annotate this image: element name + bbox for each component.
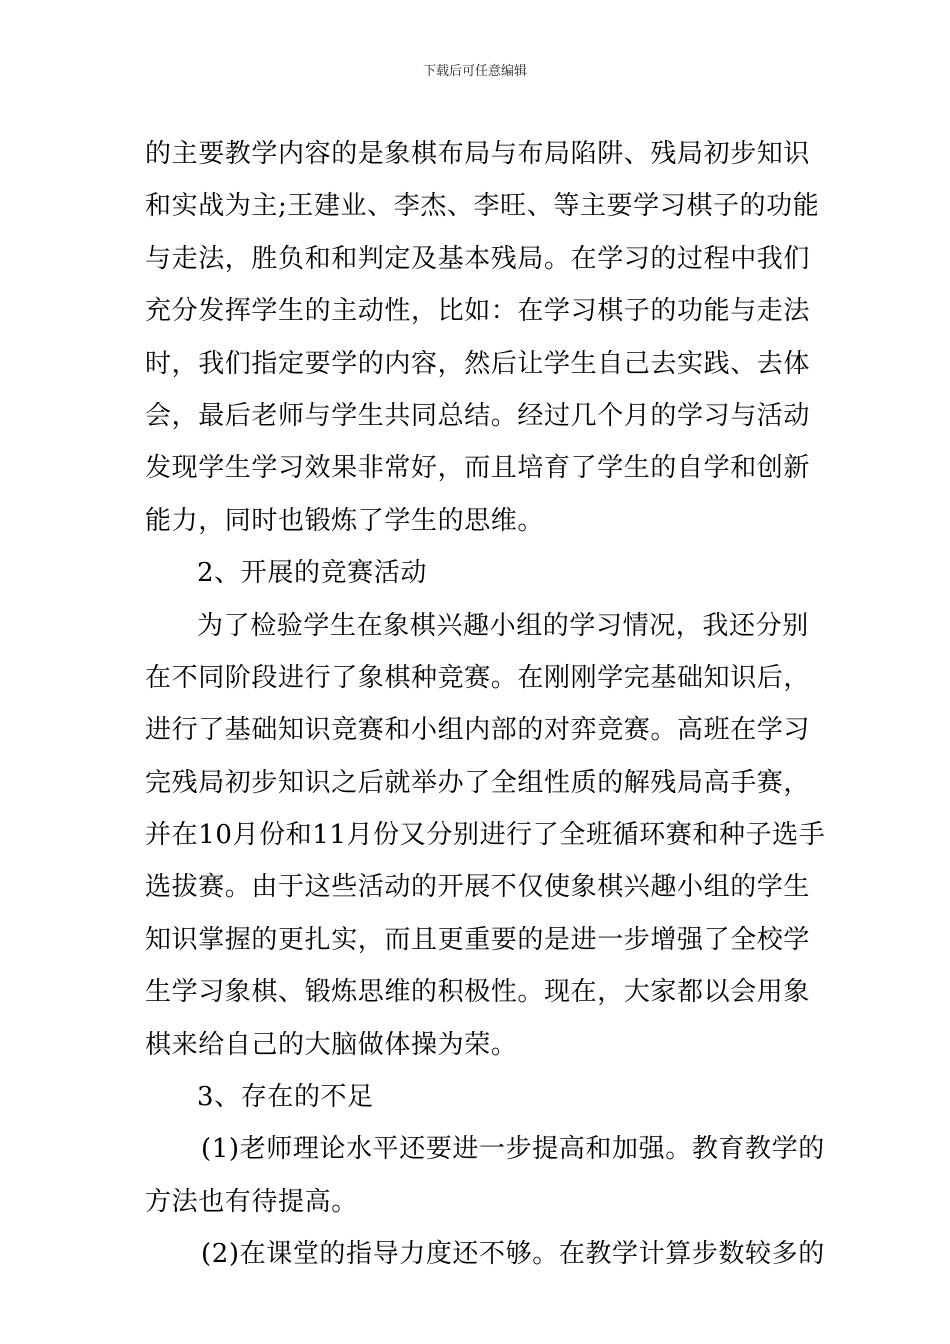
text-line: 充分发挥学生的主动性，比如：在学习棋子的功能与走法 <box>145 296 811 327</box>
text-line: 知识掌握的更扎实，而且更重要的是进一步增强了全校学 <box>145 924 811 955</box>
text-line: 进行了基础知识竞赛和小组内部的对弈竞赛。高班在学习 <box>145 715 811 746</box>
text-line: 在不同阶段进行了象棋种竞赛。在刚刚学完基础知识后， <box>145 662 811 693</box>
text-line: 和实战为主;王建业、李杰、李旺、等主要学习棋子的功能 <box>145 191 820 222</box>
text-line: 的主要教学内容的是象棋布局与布局陷阱、残局初步知识 <box>145 139 811 169</box>
text-line: 生学习象棋、锻炼思维的积极性。现在，大家都以会用象 <box>145 977 811 1008</box>
text-line: 与走法，胜负和和判定及基本残局。在学习的过程中我们 <box>145 243 811 274</box>
section-heading: 3、存在的不足 <box>197 1082 374 1113</box>
text-line: 棋来给自己的大脑做体操为荣。 <box>145 1029 518 1060</box>
text-line: 完残局初步知识之后就举办了全组性质的解残局高手赛， <box>145 767 811 798</box>
text-line: 并在10月份和11月份又分别进行了全班循环赛和种子选手 <box>145 820 826 851</box>
text-line: 能力，同时也锻炼了学生的思维。 <box>145 505 545 536</box>
page-header: 下载后可任意编辑 <box>422 64 527 79</box>
text-line: 发现学生学习效果非常好，而且培育了学生的自学和创新 <box>145 453 811 484</box>
text-line: 时，我们指定要学的内容，然后让学生自己去实践、去体 <box>145 348 811 379</box>
text-line: (1)老师理论水平还要进一步提高和加强。教育教学的 <box>201 1134 825 1165</box>
text-line: 方法也有待提高。 <box>145 1186 358 1217</box>
text-line: 为了检验学生在象棋兴趣小组的学习情况，我还分别 <box>197 610 809 641</box>
document-body <box>145 128 826 1281</box>
text-line: 会，最后老师与学生共同总结。经过几个月的学习与活动 <box>145 400 811 431</box>
text-line: (2)在课堂的指导力度还不够。在教学计算步数较多的 <box>201 1239 825 1270</box>
text-line: 选拔赛。由于这些活动的开展不仅使象棋兴趣小组的学生 <box>145 872 811 903</box>
section-heading: 2、开展的竞赛活动 <box>197 558 427 589</box>
